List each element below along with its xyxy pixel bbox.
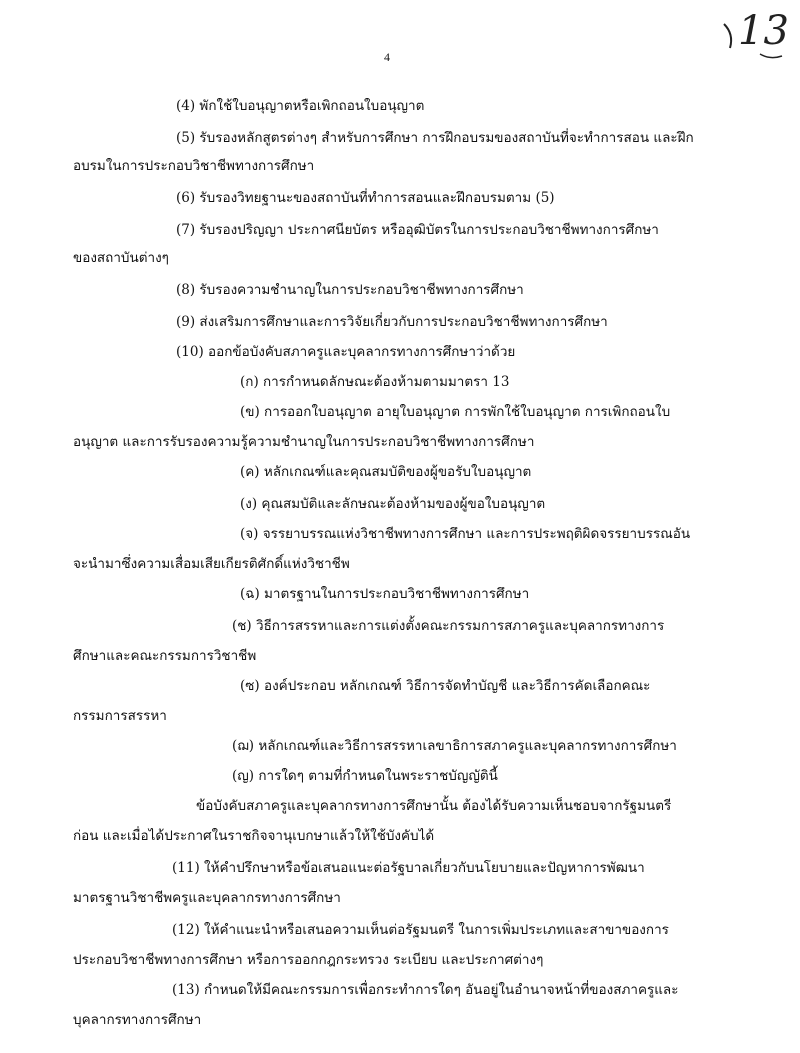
clause-12: (12) ให้คำแนะนำหรือเสนอความเห็นต่อรัฐมนตรี ในการเพิ่มประเภทและสาขาของการ: [172, 922, 669, 938]
clause-9: (9) ส่งเสริมการศึกษาและการวิจัยเกี่ยวกับการประกอบวิชาชีพทางการศึกษา: [176, 314, 608, 330]
clause-8: (8) รับรองความชำนาญในการประกอบวิชาชีพทางการศึกษา: [176, 282, 524, 298]
clause-13-continued: บุคลากรทางการศึกษา: [73, 1012, 202, 1028]
clause-11-continued: มาตรฐานวิชาชีพครูและบุคลากรทางการศึกษา: [73, 890, 341, 906]
subclause-chho: (ฉ) มาตรฐานในการประกอบวิชาชีพทางการศึกษา: [240, 586, 530, 602]
subclause-ngo: (ง) คุณสมบัติและลักษณะต้องห้ามของผู้ขอใบอนุญาต: [240, 496, 546, 512]
subclause-yo: (ญ) การใดๆ ตามที่กำหนดในพระราชบัญญัตินี้: [232, 768, 498, 784]
subclause-so-continued: กรรมการสรรหา: [73, 708, 167, 724]
clause-7: (7) รับรองปริญญา ประกาศนียบัตร หรืออุฒิบัตรในการประกอบวิชาชีพทางการศึกษา: [176, 222, 659, 238]
clause-5-continued: อบรมในการประกอบวิชาชีพทางการศึกษา: [73, 158, 315, 174]
subclause-cho: (จ) จรรยาบรรณแห่งวิชาชีพทางการศึกษา และการประพฤติผิดจรรยาบรรณอัน: [240, 526, 691, 542]
approval-paragraph-continued: ก่อน และเมื่อได้ประกาศในราชกิจจานุเบกษาแล้วให้ใช้บังคับได้: [73, 828, 435, 844]
subclause-kho-continued: อนุญาต และการรับรองความรู้ความชำนาญในการประกอบวิชาชีพทางการศึกษา: [73, 434, 535, 450]
subclause-cho-chang: (ช) วิธีการสรรหาและการแต่งตั้งคณะกรรมการสภาครูและบุคลากรทางการ: [232, 618, 665, 634]
subclause-ko: (ก) การกำหนดลักษณะต้องห้ามตามมาตรา 13: [240, 374, 510, 390]
subclause-kho-khwai: (ค) หลักเกณฑ์และคุณสมบัติของผู้ขอรับใบอนุญาต: [240, 464, 532, 480]
subclause-chho-choe: (ฌ) หลักเกณฑ์และวิธีการสรรหาเลขาธิการสภาครูและบุคลากรทางการศึกษา: [232, 738, 677, 754]
clause-13: (13) กำหนดให้มีคณะกรรมการเพื่อกระทำการใดๆ อันอยู่ในอำนาจหน้าที่ของสภาครูและ: [172, 982, 679, 998]
subclause-cho-chang-continued: ศึกษาและคณะกรรมการวิชาชีพ: [73, 648, 257, 664]
svg-text:13: 13: [738, 8, 789, 54]
clause-6: (6) รับรองวิทยฐานะของสถาบันที่ทำการสอนและฝึกอบรมตาม (5): [176, 190, 555, 206]
subclause-so: (ซ) องค์ประกอบ หลักเกณฑ์ วิธีการจัดทำบัญชี และวิธีการคัดเลือกคณะ: [240, 678, 651, 694]
subclause-kho: (ข) การออกใบอนุญาต อายุใบอนุญาต การพักใช้ใบอนุญาต การเพิกถอนใบ: [240, 404, 671, 420]
clause-10: (10) ออกข้อบังคับสภาครูและบุคลากรทางการศึกษาว่าด้วย: [176, 344, 516, 360]
clause-12-continued: ประกอบวิชาชีพทางการศึกษา หรือการออกกฎกระทรวง ระเบียบ และประกาศต่างๆ: [73, 952, 544, 968]
clause-4: (4) พักใช้ใบอนุญาตหรือเพิกถอนใบอนุญาต: [176, 98, 425, 114]
clause-11: (11) ให้คำปรึกษาหรือข้อเสนอแนะต่อรัฐบาลเกี่ยวกับนโยบายและปัญหาการพัฒนา: [172, 860, 645, 876]
handwritten-page-mark: [720, 4, 790, 64]
approval-paragraph: ข้อบังคับสภาครูและบุคลากรทางการศึกษานั้น ต้องได้รับความเห็นชอบจากรัฐมนตรี: [196, 798, 672, 814]
subclause-cho-continued: จะนำมาซึ่งความเสื่อมเสียเกียรติศักดิ์แห่งวิชาชีพ: [73, 556, 350, 572]
page-number: 4: [384, 50, 390, 64]
clause-5: (5) รับรองหลักสูตรต่างๆ สำหรับการศึกษา การฝึกอบรมของสถาบันที่จะทำการสอน และฝึก: [176, 130, 694, 146]
clause-7-continued: ของสถาบันต่างๆ: [73, 250, 169, 266]
